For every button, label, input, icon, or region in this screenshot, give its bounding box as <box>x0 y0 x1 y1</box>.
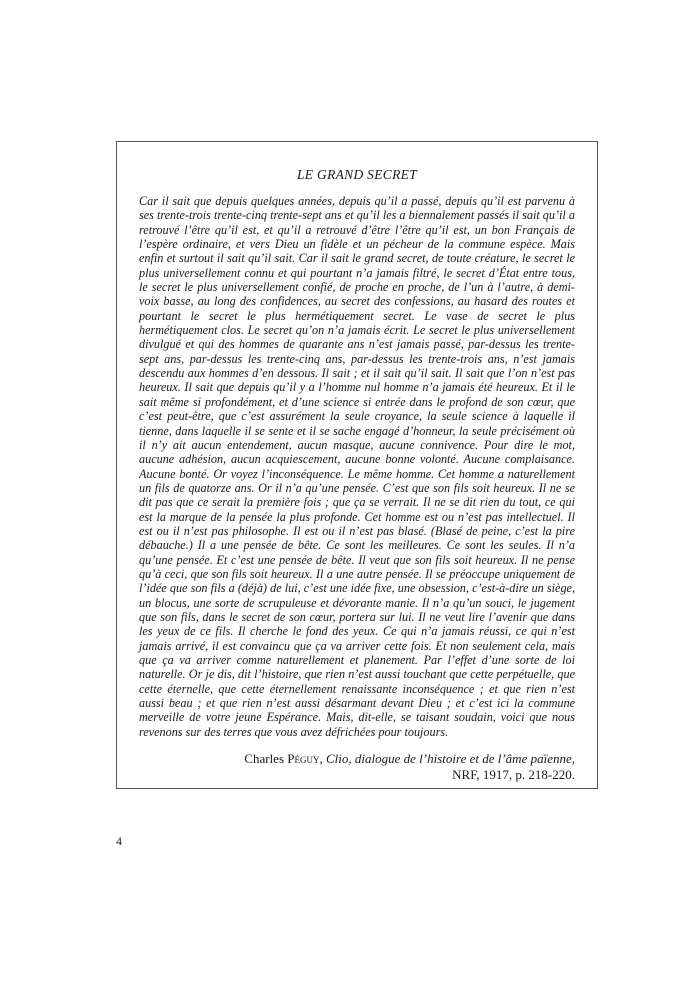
work-title: Clio, dialogue de l’histoire et de l’âme païenne <box>326 751 572 767</box>
attribution <box>139 751 575 782</box>
quote-body: Car il sait que depuis quelques années, depuis qu’il a passé, depuis qu’il est parvenu à ses trente-trois trente-cinq trente-sept ans et qu’il les a biennalement passés il sait qu’il a retrouvé l’être qu’il est, et qu’il a retrouvé d’être l’être qu’il est, un bon Français de l’espère ordinaire, et vers Dieu un fidèle et un pécheur de la commune espèce. Mais enfin et surtout il sait qu’il sait. Car il sait le grand secret, de toute créature, le secret le plus universellement connu et qui pourtant n’a jamais filtré, le secret d’État entre tous, le secret le plus universellement confié, de proche en proche, de l’un à l’autre, à demi-voix basse, au long des confidences, au secret des confessions, au hasard des routes et pourtant le secret le plus hermétiquement secret. Le vase de secret le plus hermétiquement clos. Le secret qu’on n’a jamais écrit. Le secret le plus universellement divulgué et qui des hommes de quarante ans n’est jamais passé, par-dessus les trente-sept ans, par-dessus les trente-cinq ans, par-dessus les trente-trois ans, n’est jamais descendu aux hommes d’en dessous. Il sait ; et il sait qu’il sait. Il sait que l’on n’est pas heureux. Il sait que depuis qu’il y a l’homme nul homme n’a jamais été heureux. Et il le sait même si profondément, et d’une science si entrée dans le profond de son cœur, que c’est peut-être, que c’est assurément la seule croyance, la seule science à laquelle il tienne, dans laquelle il se sente et il se sache engagé d’honneur, la seule précisément où il n’y ait aucun entendement, aucun masque, aucune connivence. Pour dire le mot, aucune adhésion, aucun acquiescement, aucune bonne volonté. Aucune complaisance. Aucune bonté. Or voyez l’inconséquence. Le même homme. Cet homme a naturellement un fils de quatorze ans. Or il n’a qu’une pensée. C’est que son fils soit heureux. Il ne se dit pas que ce serait la première fois ; que ça se verrait. Il ne se dit rien du tout, ce qui est la marque de la pensée la plus profonde. Cet homme est ou n’est pas intellectuel. Il est ou il n’est pas philosophe. Il est ou il n’est pas blasé. (Blasé de peine, c’est la pire débauche.) Il a une pensée de bête. Ce sont les meilleures. Ce sont les seules. Il n’a qu’une pensée. Et c’est une pensée de bête. Il veut que son fils soit heureux. Il ne pense qu’à ceci, que son fils soit heureux. Il a une autre pensée. Il se préoccupe uniquement de l’idée que son fils a (déjà) de lui, c’est une idée fixe, une obsession, c’est-à-dire un siège, un blocus, une sorte de scrupuleuse et dévorante manie. Il n’a qu’un souci, le jugement que son fils, dans le secret de son cœur, portera sur lui. Il ne veut lire l’avenir que dans les yeux de ce fils. Il cherche le fond des yeux. Ce qui n’a jamais réussi, ce qui n’est jamais arrivé, il est convaincu que ça va arriver cette fois. Et non seulement cela, mais que ça va arriver comme naturellement et planement. Par l’effet d’une sorte de loi naturelle. Or je dis, dit l’histoire, que rien n’est aussi touchant que cette perpétuelle, que cette éternelle, que cette éternellement renaissante inconséquence ; et que rien n’est aussi beau ; et que rien n’est aussi désarmant devant Dieu ; et c’est ici la commune merveille de votre jeune Espérance. Mais, dit-elle, se taisant soudain, voici que nous revenons sur des terres que vous avez défrichées pour toujours. <box>139 194 575 739</box>
page-number: 4 <box>116 834 122 848</box>
page-title: LE GRAND SECRET <box>296 167 417 182</box>
quote-frame <box>116 141 598 789</box>
attribution-separator-2: , <box>571 751 575 767</box>
attribution-separator: , <box>319 751 323 767</box>
publication-info: NRF, 1917, p. 218-220. <box>452 766 575 782</box>
author-last-name: Péguy <box>287 751 320 767</box>
author-first-name: Charles <box>244 751 285 767</box>
